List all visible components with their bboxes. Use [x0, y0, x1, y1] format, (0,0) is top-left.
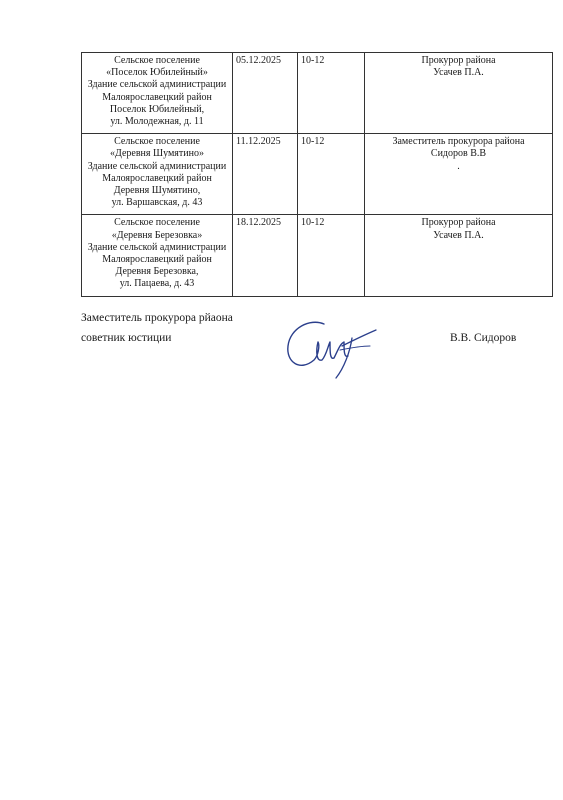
official-cell: Прокурор района Усачев П.А. [365, 215, 553, 296]
signer-position-line2: советник юстиции [81, 332, 172, 344]
time-cell: 10-12 [298, 215, 365, 296]
date-cell: 18.12.2025 [233, 215, 298, 296]
location-cell: Сельское поселение «Деревня Шумятино» Здание сельской администрации Малоярославецкий район Деревня Шумятино, ул. Варшавская, д. 43 [82, 134, 233, 215]
location-cell: Сельское поселение «Деревня Березовка» Здание сельской администрации Малоярославецкий район Деревня Березовка, ул. Пацаева, д. 43 [82, 215, 233, 296]
date-cell: 11.12.2025 [233, 134, 298, 215]
official-cell: Прокурор района Усачев П.А. [365, 53, 553, 134]
signer-position-line1: Заместитель прокурора рйаона [81, 312, 233, 324]
reception-schedule-table [81, 52, 553, 297]
location-cell: Сельское поселение «Поселок Юбилейный» Здание сельской администрации Малоярославецкий район Поселок Юбилейный, ул. Молодежная, д. 11 [82, 53, 233, 134]
table-row [82, 215, 553, 296]
official-cell: Заместитель прокурора района Сидоров В.В . [365, 134, 553, 215]
handwritten-signature [280, 316, 380, 380]
time-cell: 10-12 [298, 53, 365, 134]
table-row [82, 53, 553, 134]
date-cell: 05.12.2025 [233, 53, 298, 134]
signer-name: В.В. Сидоров [450, 332, 517, 344]
time-cell: 10-12 [298, 134, 365, 215]
table-row [82, 134, 553, 215]
